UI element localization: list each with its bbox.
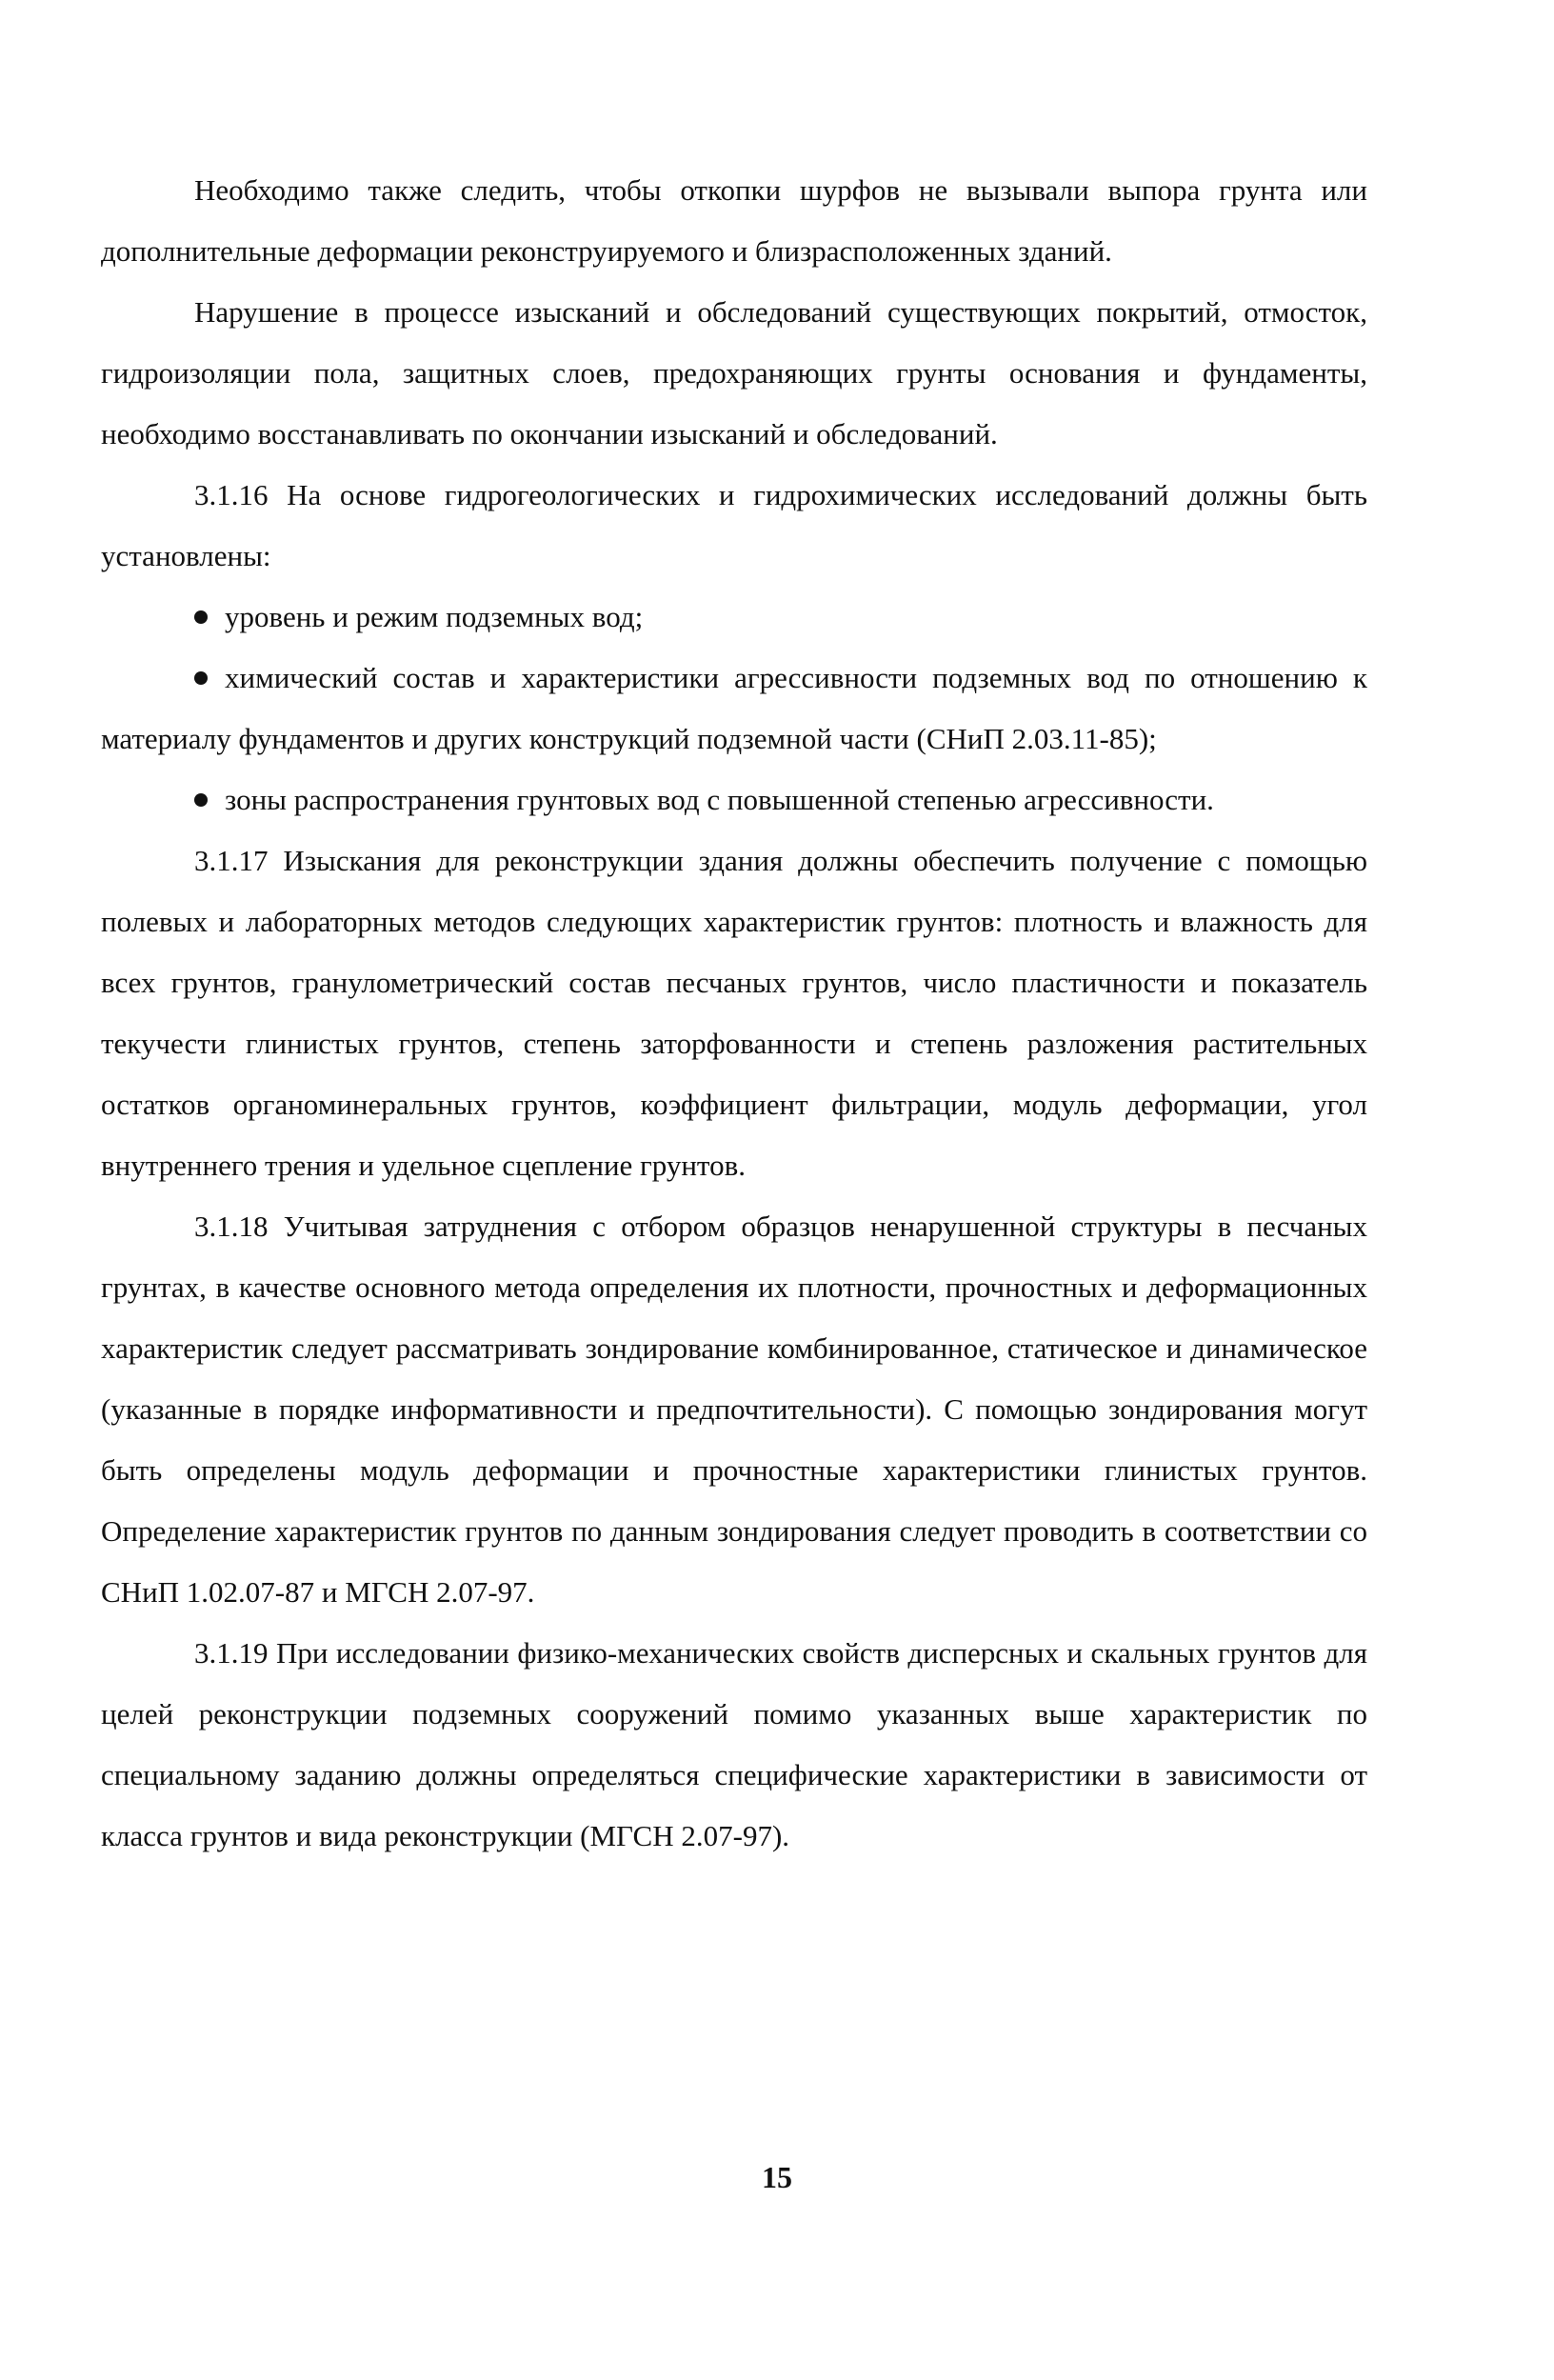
paragraph-3-1-19: 3.1.19 При исследовании физико-механических свойств дисперсных и скальных грунтов для целей реконструкции подземных сооружений помимо указанных выше характеристик по специальному заданию должны определяться специфические характеристики в зависимости от класса грунтов и вида реконструкции (МГСН 2.07-97).: [101, 1636, 1367, 1852]
bullet-text: химический состав и характеристики агрессивности подземных вод по отношению к материалу фундаментов и других конструкций подземной части (СНиП 2.03.11-85);: [101, 661, 1367, 755]
bullet-text: зоны распространения грунтовых вод с повышенной степенью агрессивности.: [225, 783, 1214, 816]
paragraph-3-1-17: 3.1.17 Изыскания для реконструкции здания должны обеспечить получение с помощью полевых и лабораторных методов следующих характеристик грунтов: плотность и влажность для всех грунтов, гранулометрический состав песчаных грунтов, число пластичности и показатель текучести глинистых грунтов, степень заторфованности и степень разложения растительных остатков органоминеральных грунтов, коэффициент фильтрации, модуль деформации, угол внутреннего трения и удельное сцепление грунтов.: [101, 844, 1367, 1182]
paragraph-excavation-note: Необходимо также следить, чтобы откопки шурфов не вызывали выпора грунта или дополнительные деформации реконструируемого и близрасположенных зданий.: [101, 173, 1367, 268]
paragraph-restoration: Нарушение в процессе изысканий и обследований существующих покрытий, отмосток, гидроизоляции пола, защитных слоев, предохраняющих грунты основания и фундаменты, необходимо восстанавливать по окончании изысканий и обследований.: [101, 295, 1367, 450]
bullet-icon: [194, 793, 208, 807]
paragraph-3-1-18: 3.1.18 Учитывая затруднения с отбором образцов ненарушенной структуры в песчаных грунтах, в качестве основного метода определения их плотности, прочностных и деформационных характеристик следует рассматривать зондирование комбинированное, статическое и динамическое (указанные в порядке информативности и предпочтительности). С помощью зондирования могут быть определены модуль деформации и прочностные характеристики глинистых грунтов. Определение характеристик грунтов по данным зондирования следует проводить в соответствии со СНиП 1.02.07-87 и МГСН 2.07-97.: [101, 1210, 1367, 1609]
bullet-item: [101, 770, 1367, 830]
document-body: [101, 160, 1367, 1867]
bullet-icon: [194, 671, 208, 685]
bullet-text: уровень и режим подземных вод;: [225, 600, 644, 633]
bullet-item: [101, 587, 1367, 648]
page-number: 15: [762, 2160, 792, 2194]
paragraph-3-1-16: 3.1.16 На основе гидрогеологических и гидрохимических исследований должны быть установлены:: [101, 478, 1367, 572]
bullet-icon: [194, 610, 208, 624]
bullet-item: [101, 648, 1367, 770]
